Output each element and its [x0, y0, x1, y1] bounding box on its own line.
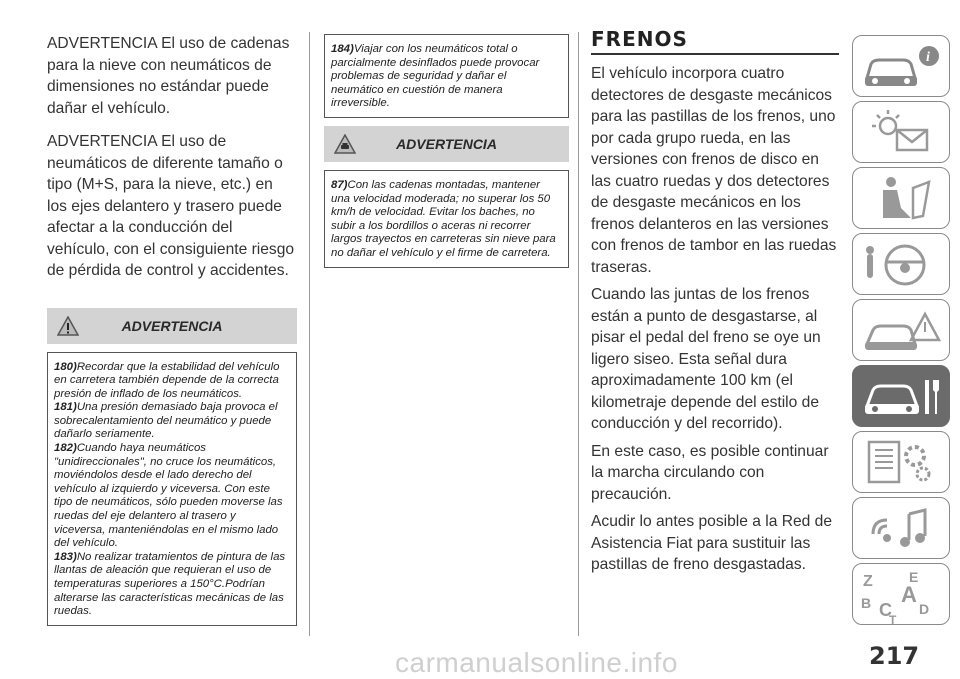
index-letter: E — [909, 569, 919, 585]
warning-title: ADVERTENCIA — [121, 317, 223, 334]
index-letter: D — [919, 601, 930, 617]
section-heading: FRENOS — [591, 27, 839, 55]
note-number: 183) — [54, 550, 77, 563]
note-text: Una presión demasiado baja provoca el sobrecalentamiento del neumático y puede dañarlo seriamente. — [54, 401, 278, 441]
page-number: 217 — [869, 642, 920, 670]
nav-tab-alphabetical-index[interactable] — [852, 563, 950, 625]
column-divider — [309, 32, 310, 636]
note-number: 87) — [331, 178, 348, 191]
nav-tab-dashboard-lights[interactable] — [852, 101, 950, 163]
warning-header — [47, 308, 297, 344]
nav-tab-car-info[interactable] — [852, 35, 950, 97]
seat-safety-icon — [853, 168, 951, 230]
column-1 — [47, 0, 297, 626]
svg-text:i: i — [926, 50, 930, 65]
note-text: Viajar con los neumáticos total o parcialmente desinflados puede provocar problemas de seguridad y dañar el neumático en cuestión de manera irreversible. — [331, 43, 540, 110]
note-text: Cuando haya neumáticos "unidireccionales", no cruce los neumáticos, moviéndolos desde el lado derecho del vehículo al izquierdo y viceversa. Con este tipo de neumáticos, sólo pueden moverse las ruedas del eje delantero al trasero y viceversa, manteniéndolas en el mismo lado del vehículo. — [54, 442, 283, 550]
nav-tab-steering-wheel[interactable] — [852, 233, 950, 295]
multimedia-icon — [853, 498, 951, 560]
note-text: Con las cadenas montadas, mantener una velocidad moderada; no superar los 50 km/h de velocidad. Evitar los baches, no subir a los bordillos o aceras ni recorrer largos trayectos en carreteras sin nieve para no dañar el vehículo y el firme de carretera. — [331, 178, 556, 259]
warning-header — [324, 126, 569, 162]
warning-note — [54, 361, 290, 402]
index-letter: C — [879, 600, 892, 620]
index-letter: A — [901, 582, 917, 607]
car-maintenance-icon — [853, 366, 951, 428]
note-text: No realizar tratamientos de pintura de las llantas de aleación que requieran el uso de temperaturas superiores a 150°C.Podrían alterarse las características mecánicas de las ruedas. — [54, 550, 286, 618]
warning-note — [54, 551, 290, 619]
nav-tab-seat-safety[interactable] — [852, 167, 950, 229]
warning-box — [47, 352, 297, 626]
watermark: carmanualsonline.info — [395, 647, 678, 678]
paragraph: Acudir lo antes posible a la Red de Asistencia Fiat para sustituir las pastillas de freno desgastadas. — [591, 513, 832, 573]
warning-note — [54, 442, 290, 551]
paragraph: ADVERTENCIA El uso de cadenas para la nieve con neumáticos de dimensiones no estándar puede dañar el vehículo. — [47, 35, 290, 117]
note-text: Recordar que la estabilidad del vehículo en carretera también depende de la correcta presión de inflado de los neumáticos. — [54, 360, 280, 400]
warning-note — [331, 43, 562, 111]
column-2 — [324, 0, 569, 268]
warning-box — [324, 170, 569, 268]
index-letter: T — [889, 613, 897, 626]
paragraph: En este caso, es posible continuar la marcha circulando con precaución. — [591, 442, 829, 503]
technical-data-icon — [853, 432, 951, 494]
note-number: 182) — [54, 442, 77, 455]
note-number: 181) — [54, 401, 77, 414]
index-letter: Z — [863, 573, 873, 590]
nav-tab-technical-data[interactable] — [852, 431, 950, 493]
car-emergency-icon — [853, 300, 951, 362]
nav-tab-multimedia[interactable] — [852, 497, 950, 559]
paragraph: ADVERTENCIA El uso de neumáticos de diferente tamaño o tipo (M+S, para la nieve, etc.) en los ejes delantero y trasero puede afectar a la conducción del vehículo, con el consiguiente riesgo de pérdida de control y accidentes. — [47, 133, 295, 279]
alphabetical-index-icon — [853, 564, 951, 626]
warning-note — [54, 401, 290, 442]
car-info-icon — [853, 36, 951, 98]
paragraph: El vehículo incorpora cuatro detectores de desgaste mecánicos para las pastillas de los frenos, uno por cada grupo rueda, en las versiones con frenos de disco en las cuatro ruedas y dos detectores de desgaste mecánicos en los frenos delanteros en las versiones con frenos de tambor en las ruedas traseras. — [591, 65, 837, 276]
nav-tab-car-emergency[interactable] — [852, 299, 950, 361]
index-letter: B — [861, 595, 872, 611]
warning-box-continued — [324, 34, 569, 118]
warning-note — [331, 179, 562, 261]
note-number: 184) — [331, 43, 354, 55]
warning-title: ADVERTENCIA — [396, 135, 497, 152]
dashboard-lights-icon — [853, 102, 951, 164]
note-number: 180) — [54, 360, 77, 373]
column-3 — [591, 0, 839, 588]
paragraph: Cuando las juntas de los frenos están a punto de desgastarse, al pisar el pedal del freno se oye un ligero siseo. Esta señal dura aproximadamente 100 km (el kilometraje depende del estilo de conducción y del recorrido). — [591, 286, 821, 432]
steering-wheel-icon — [853, 234, 951, 296]
column-divider — [578, 32, 579, 636]
nav-tab-car-maintenance[interactable] — [852, 365, 950, 427]
